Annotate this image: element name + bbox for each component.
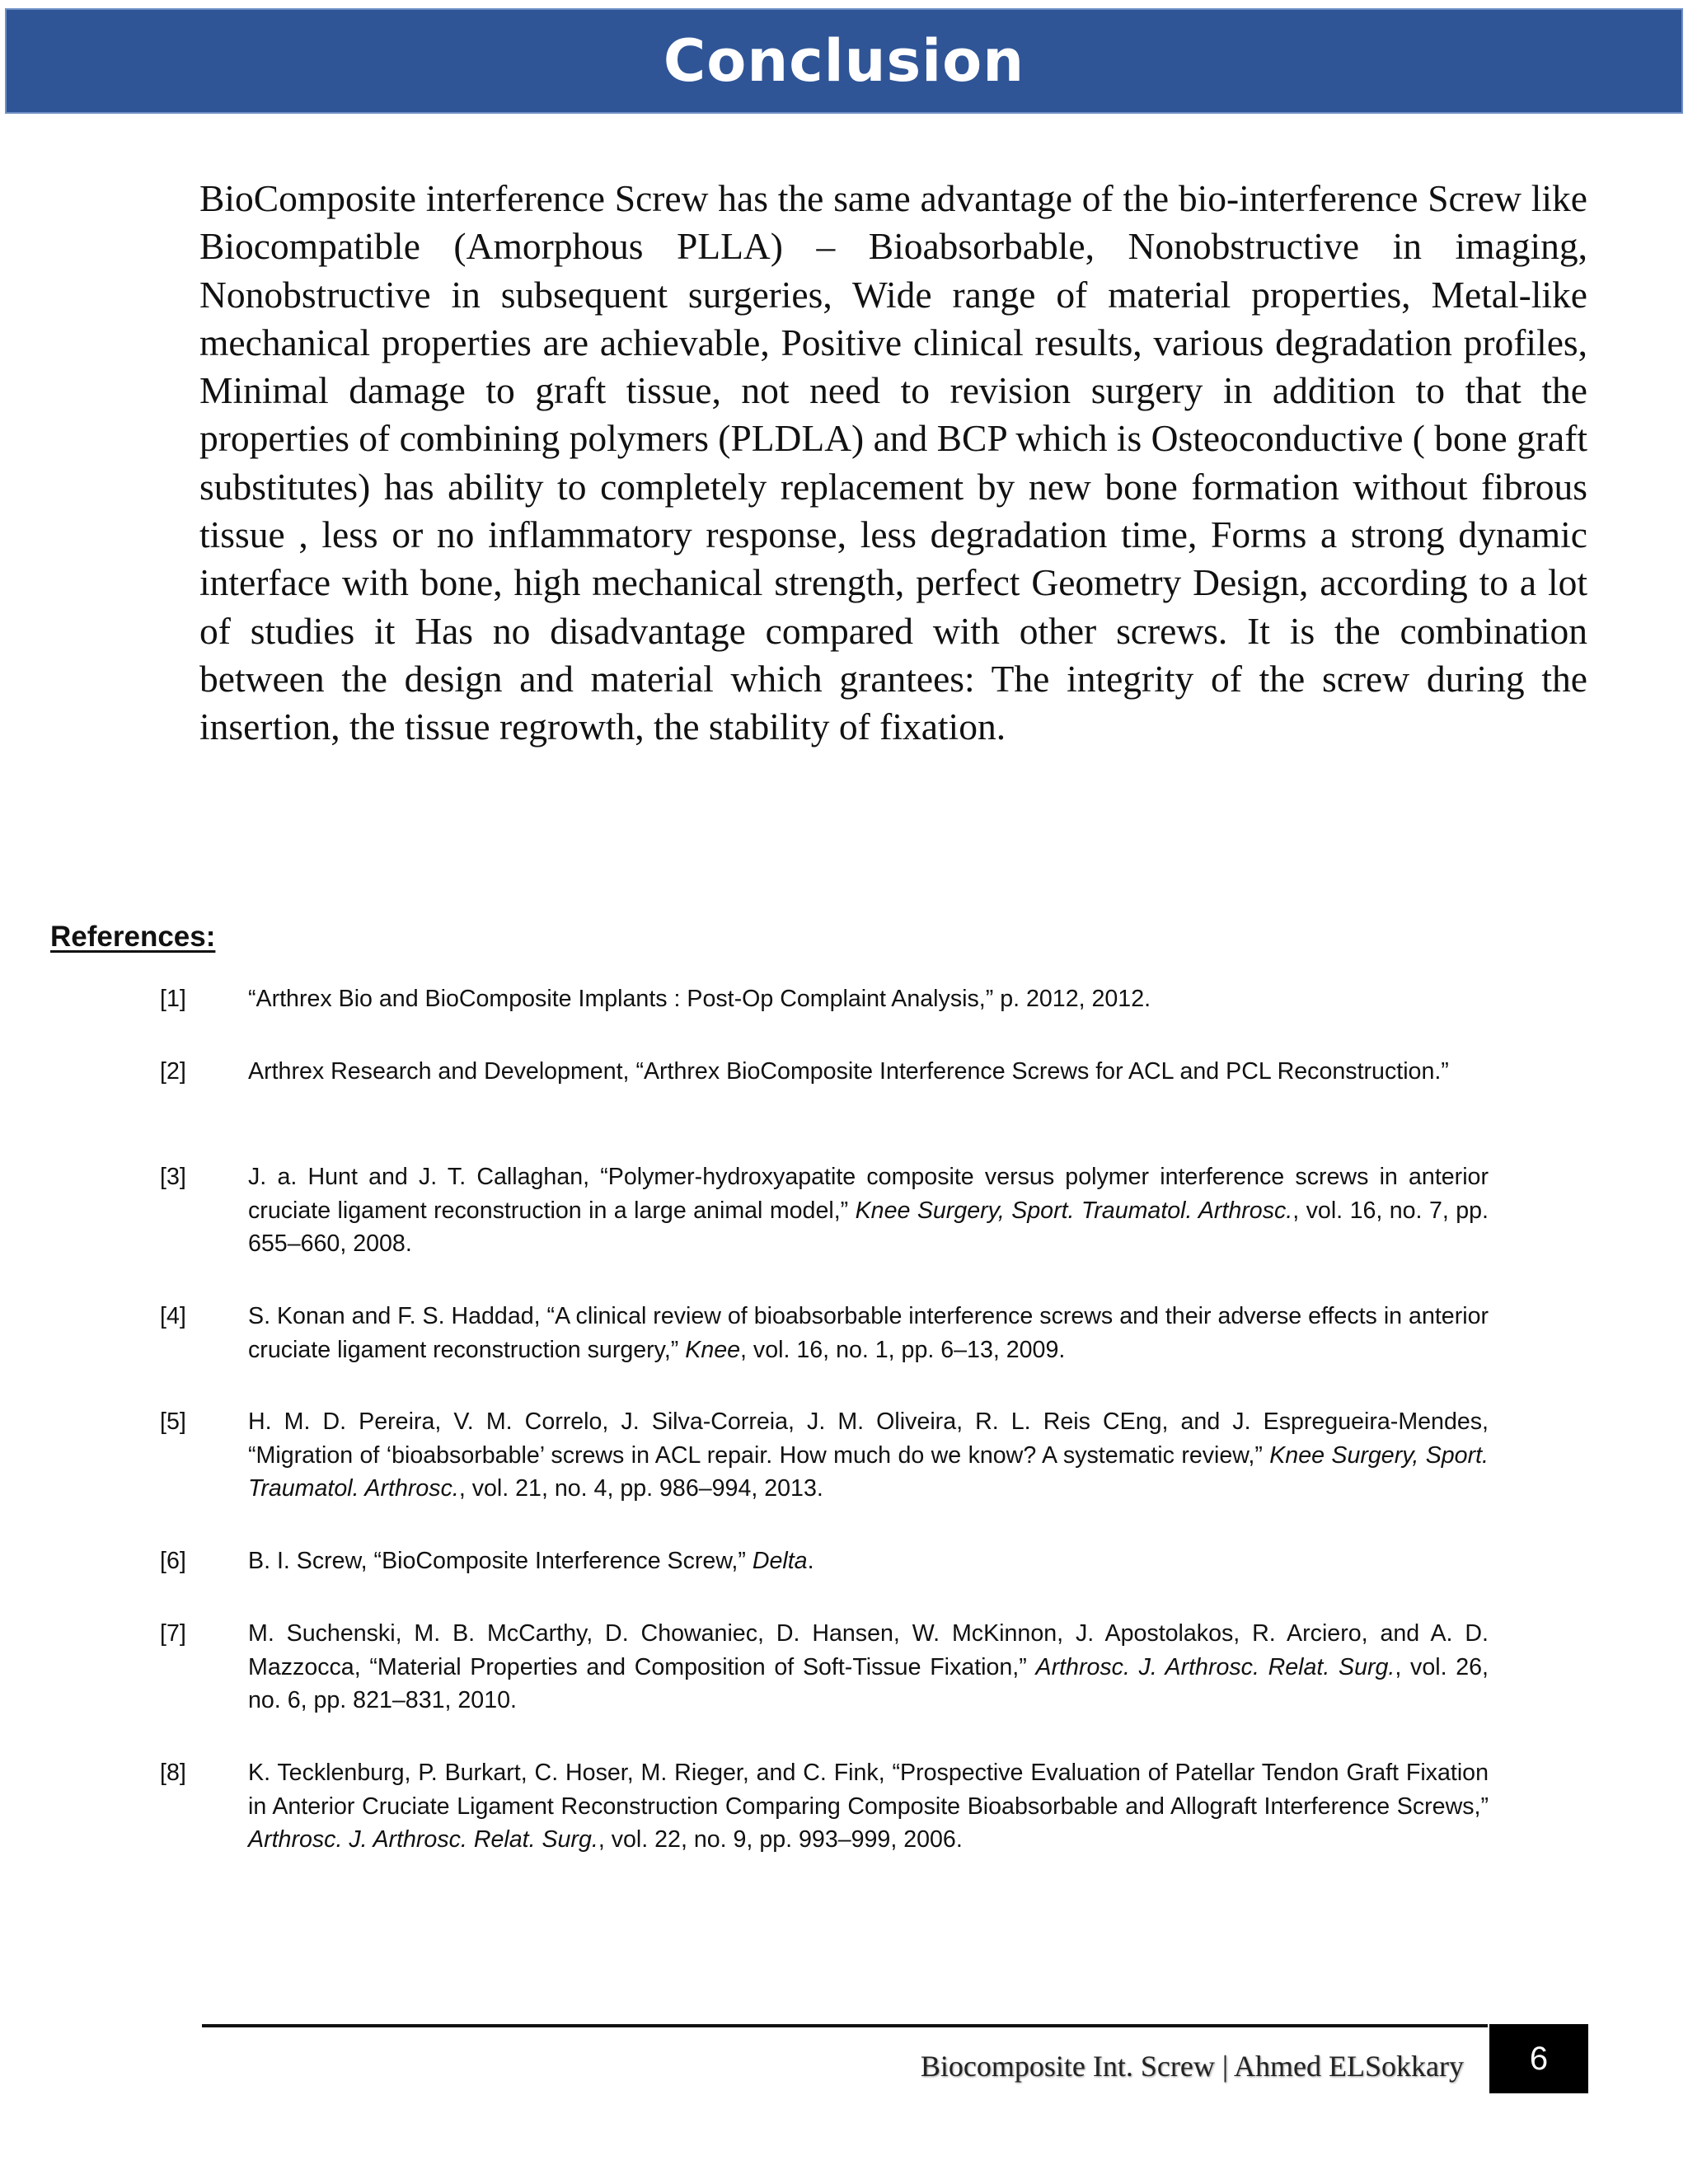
- reference-text: S. Konan and F. S. Haddad, “A clinical review of bioabsorbable interference screws and their adverse effects in anterior cruciate ligament reconstruction surgery,” Knee, vol. 16, no. 1, pp. 6–13, 2009.: [248, 1303, 1489, 1363]
- reference-number: [4]: [160, 1303, 186, 1329]
- reference-number: [8]: [160, 1760, 186, 1786]
- header-band: [5, 8, 1683, 114]
- footer-divider: [202, 2024, 1488, 2027]
- references-heading: References:: [50, 921, 216, 953]
- reference-text: J. a. Hunt and J. T. Callaghan, “Polymer-hydroxyapatite composite versus polymer interference screws in anterior cruciate ligament reconstruction in a large animal model,” Knee Surgery, Sport. Traumatol. Arthrosc., vol. 16, no. 7, pp. 655–660, 2008.: [248, 1164, 1489, 1257]
- reference-number: [7]: [160, 1620, 186, 1647]
- reference-text: K. Tecklenburg, P. Burkart, C. Hoser, M. Rieger, and C. Fink, “Prospective Evaluation of Patellar Tendon Graft Fixation in Anterior Cruciate Ligament Reconstruction Comparing Composite Bioabsorbable and Allograft Interference Screws,” Arthrosc. J. Arthrosc. Relat. Surg., vol. 22, no. 9, pp. 993–999, 2006.: [248, 1760, 1489, 1853]
- reference-number: [1]: [160, 986, 186, 1012]
- reference-number: [5]: [160, 1408, 186, 1435]
- reference-text: “Arthrex Bio and BioComposite Implants : Post-Op Complaint Analysis,” p. 2012, 2012.: [248, 986, 1151, 1012]
- reference-text: Arthrex Research and Development, “Arthrex BioComposite Interference Screws for ACL and PCL Reconstruction.”: [248, 1058, 1449, 1085]
- reference-text: H. M. D. Pereira, V. M. Correlo, J. Silva-Correia, J. M. Oliveira, R. L. Reis CEng, and J. Espregueira-Mendes, “Migration of ‘bioabsorbable’ screws in ACL repair. How much do we know? A systematic review,” Knee Surgery, Sport. Traumatol. Arthrosc., vol. 21, no. 4, pp. 986–994, 2013.: [248, 1408, 1489, 1502]
- page-number: 6: [1489, 2024, 1588, 2093]
- conclusion-paragraph: BioComposite interference Screw has the same advantage of the bio-interference Screw like Biocompatible (Amorphous PLLA) – Bioabsorbable, Nonobstructive in imaging, Nonobstructive in subsequent surgeries, Wide range of material properties, Metal-like mechanical properties are achievable, Positive clinical results, various degradation profiles, Minimal damage to graft tissue, not need to revision surgery in addition to that the properties of combining polymers (PLDLA) and BCP which is Osteoconductive ( bone graft substitutes) has ability to completely replacement by new bone formation without fibrous tissue , less or no inflammatory response, less degradation time, Forms a strong dynamic interface with bone, high mechanical strength, perfect Geometry Design, according to a lot of studies it Has no disadvantage compared with other screws. It is the combination between the design and material which grantees: The integrity of the screw during the insertion, the tissue regrowth, the stability of fixation.: [199, 177, 1588, 748]
- reference-number: [6]: [160, 1548, 186, 1574]
- footer-text: Biocomposite Int. Screw | Ahmed ELSokkary: [920, 2050, 1464, 2083]
- reference-text: M. Suchenski, M. B. McCarthy, D. Chowaniec, D. Hansen, W. McKinnon, J. Apostolakos, R. Arciero, and A. D. Mazzocca, “Material Properties and Composition of Soft-Tissue Fixation,” Arthrosc. J. Arthrosc. Relat. Surg., vol. 26, no. 6, pp. 821–831, 2010.: [248, 1620, 1489, 1713]
- page-title: Conclusion: [663, 27, 1025, 95]
- reference-number: [2]: [160, 1058, 186, 1085]
- reference-text: B. I. Screw, “BioComposite Interference Screw,” Delta.: [248, 1548, 814, 1574]
- reference-number: [3]: [160, 1164, 186, 1190]
